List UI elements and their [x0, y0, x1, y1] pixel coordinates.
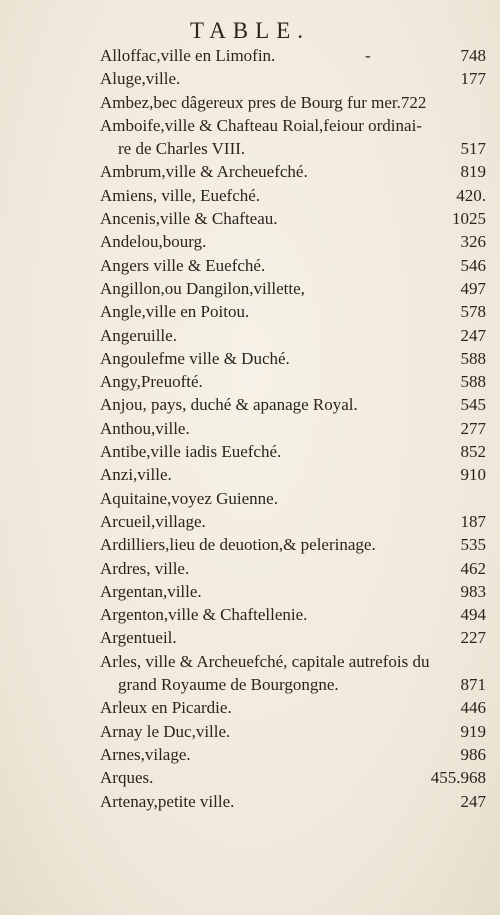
entry-name: Angy,Preuofté.: [100, 372, 203, 392]
entry-page: 819: [460, 162, 486, 182]
entry-name: Anthou,ville.: [100, 418, 190, 438]
index-entry: [0, 463, 500, 486]
entry-mark: -: [365, 46, 371, 65]
entry-page: 578: [460, 302, 486, 322]
entry-page: 535: [460, 535, 486, 555]
entry-page: 446: [460, 698, 486, 718]
index-entry: [0, 603, 500, 626]
entry-page: 986: [460, 744, 486, 764]
entry-page: 326: [460, 232, 486, 252]
entry-page: 455.968: [430, 768, 486, 788]
entry-name: Artenay,petite ville.: [100, 791, 235, 811]
entry-page: 517: [460, 139, 486, 159]
entry-page: 420.: [456, 185, 486, 205]
entry-name: Arnay le Duc,ville.: [100, 721, 231, 741]
index-entry: [0, 650, 500, 673]
entry-name: Amboife,ville & Chafteau Roial,feiour ordinai-: [100, 115, 422, 135]
entry-page: 852: [460, 442, 486, 462]
entry-name: Arques.: [100, 768, 154, 788]
index-entry: [0, 766, 500, 789]
entry-page: 588: [460, 372, 486, 392]
entry-page: 871: [460, 675, 486, 695]
entry-page: 546: [460, 255, 486, 275]
index-entry: [0, 137, 500, 160]
entry-page: 497: [460, 278, 486, 298]
entry-page: 588: [460, 348, 486, 368]
entry-page: 494: [460, 605, 486, 625]
index-entry: [0, 300, 500, 323]
index-entry: [0, 160, 500, 183]
index-entry: [0, 347, 500, 370]
index-entry: [0, 720, 500, 743]
entry-name: Arles, ville & Archeuefché, capitale autrefois du: [100, 651, 430, 671]
entry-name: Arnes,vilage.: [100, 744, 191, 764]
entry-name: re de Charles VIII.: [118, 139, 246, 159]
entry-name: Argenton,ville & Chaftellenie.: [100, 605, 308, 625]
entry-name: Ambrum,ville & Archeuefché.: [100, 162, 308, 182]
entry-page: 545: [460, 395, 486, 415]
index-entry: [0, 580, 500, 603]
index-entry: [0, 440, 500, 463]
entry-name: Anzi,ville.: [100, 465, 172, 485]
entry-name: Amiens, ville, Euefché.: [100, 185, 261, 205]
entry-page: 227: [460, 628, 486, 648]
index-entry: [0, 510, 500, 533]
entry-name: Angeruille.: [100, 325, 177, 345]
entry-page: 983: [460, 581, 486, 601]
page-title: TABLE.: [189, 18, 310, 43]
entry-page: 462: [460, 558, 486, 578]
index-entry: [0, 626, 500, 649]
entry-name: Angillon,ou Dangilon,villette,: [100, 278, 305, 298]
index-entry: [0, 324, 500, 347]
index-entry: [0, 44, 500, 67]
index-entry: [0, 487, 500, 510]
entry-name: Arleux en Picardie.: [100, 698, 232, 718]
index-entry: [0, 67, 500, 90]
index-entry: [0, 184, 500, 207]
entry-page: 247: [460, 791, 486, 811]
entry-name: Argentueil.: [100, 628, 177, 648]
entry-page: 187: [460, 511, 486, 531]
entry-page: 177: [460, 69, 486, 89]
index-entry: [0, 790, 500, 813]
index-entry: [0, 230, 500, 253]
entry-name: Angers ville & Euefché.: [100, 255, 266, 275]
index-entry: [0, 114, 500, 137]
index-entry: [0, 533, 500, 556]
entry-name: Anjou, pays, duché & apanage Royal.: [100, 395, 358, 415]
index-entry: [0, 393, 500, 416]
entry-name: Angle,ville en Poitou.: [100, 302, 250, 322]
index-entry: [0, 673, 500, 696]
index-entry: [0, 254, 500, 277]
entry-page: 1025: [452, 209, 486, 229]
index-entry: [0, 557, 500, 580]
entry-page: 277: [460, 418, 486, 438]
entry-page: 919: [460, 721, 486, 741]
index-entry: [0, 743, 500, 766]
entry-page: 910: [460, 465, 486, 485]
index-entry: [0, 207, 500, 230]
entry-name: Angoulefme ville & Duché.: [100, 348, 290, 368]
index-entry: [0, 277, 500, 300]
entry-name: Ardilliers,lieu de deuotion,& pelerinage.: [100, 535, 376, 555]
entry-name: grand Royaume de Bourgongne.: [118, 675, 339, 695]
index-entry: [0, 91, 500, 114]
entry-name: Aquitaine,voyez Guienne.: [100, 488, 278, 508]
entry-name: Alloffac,ville en Limofin.: [100, 46, 276, 65]
entry-name: Arcueil,village.: [100, 511, 206, 531]
entry-page: 247: [460, 325, 486, 345]
index-entries: [0, 44, 500, 813]
entry-name: Ardres, ville.: [100, 558, 190, 578]
entry-name: Andelou,bourg.: [100, 232, 207, 252]
entry-page: 748: [460, 46, 486, 65]
index-entry: [0, 696, 500, 719]
entry-name: Ancenis,ville & Chafteau.: [100, 209, 278, 229]
index-entry: [0, 370, 500, 393]
entry-name: Antibe,ville iadis Euefché.: [100, 442, 282, 462]
index-entry: [0, 417, 500, 440]
entry-name: Aluge,ville.: [100, 69, 181, 89]
entry-name: Ambez,bec dâgereux pres de Bourg fur mer.722: [100, 92, 427, 112]
entry-name: Argentan,ville.: [100, 581, 202, 601]
